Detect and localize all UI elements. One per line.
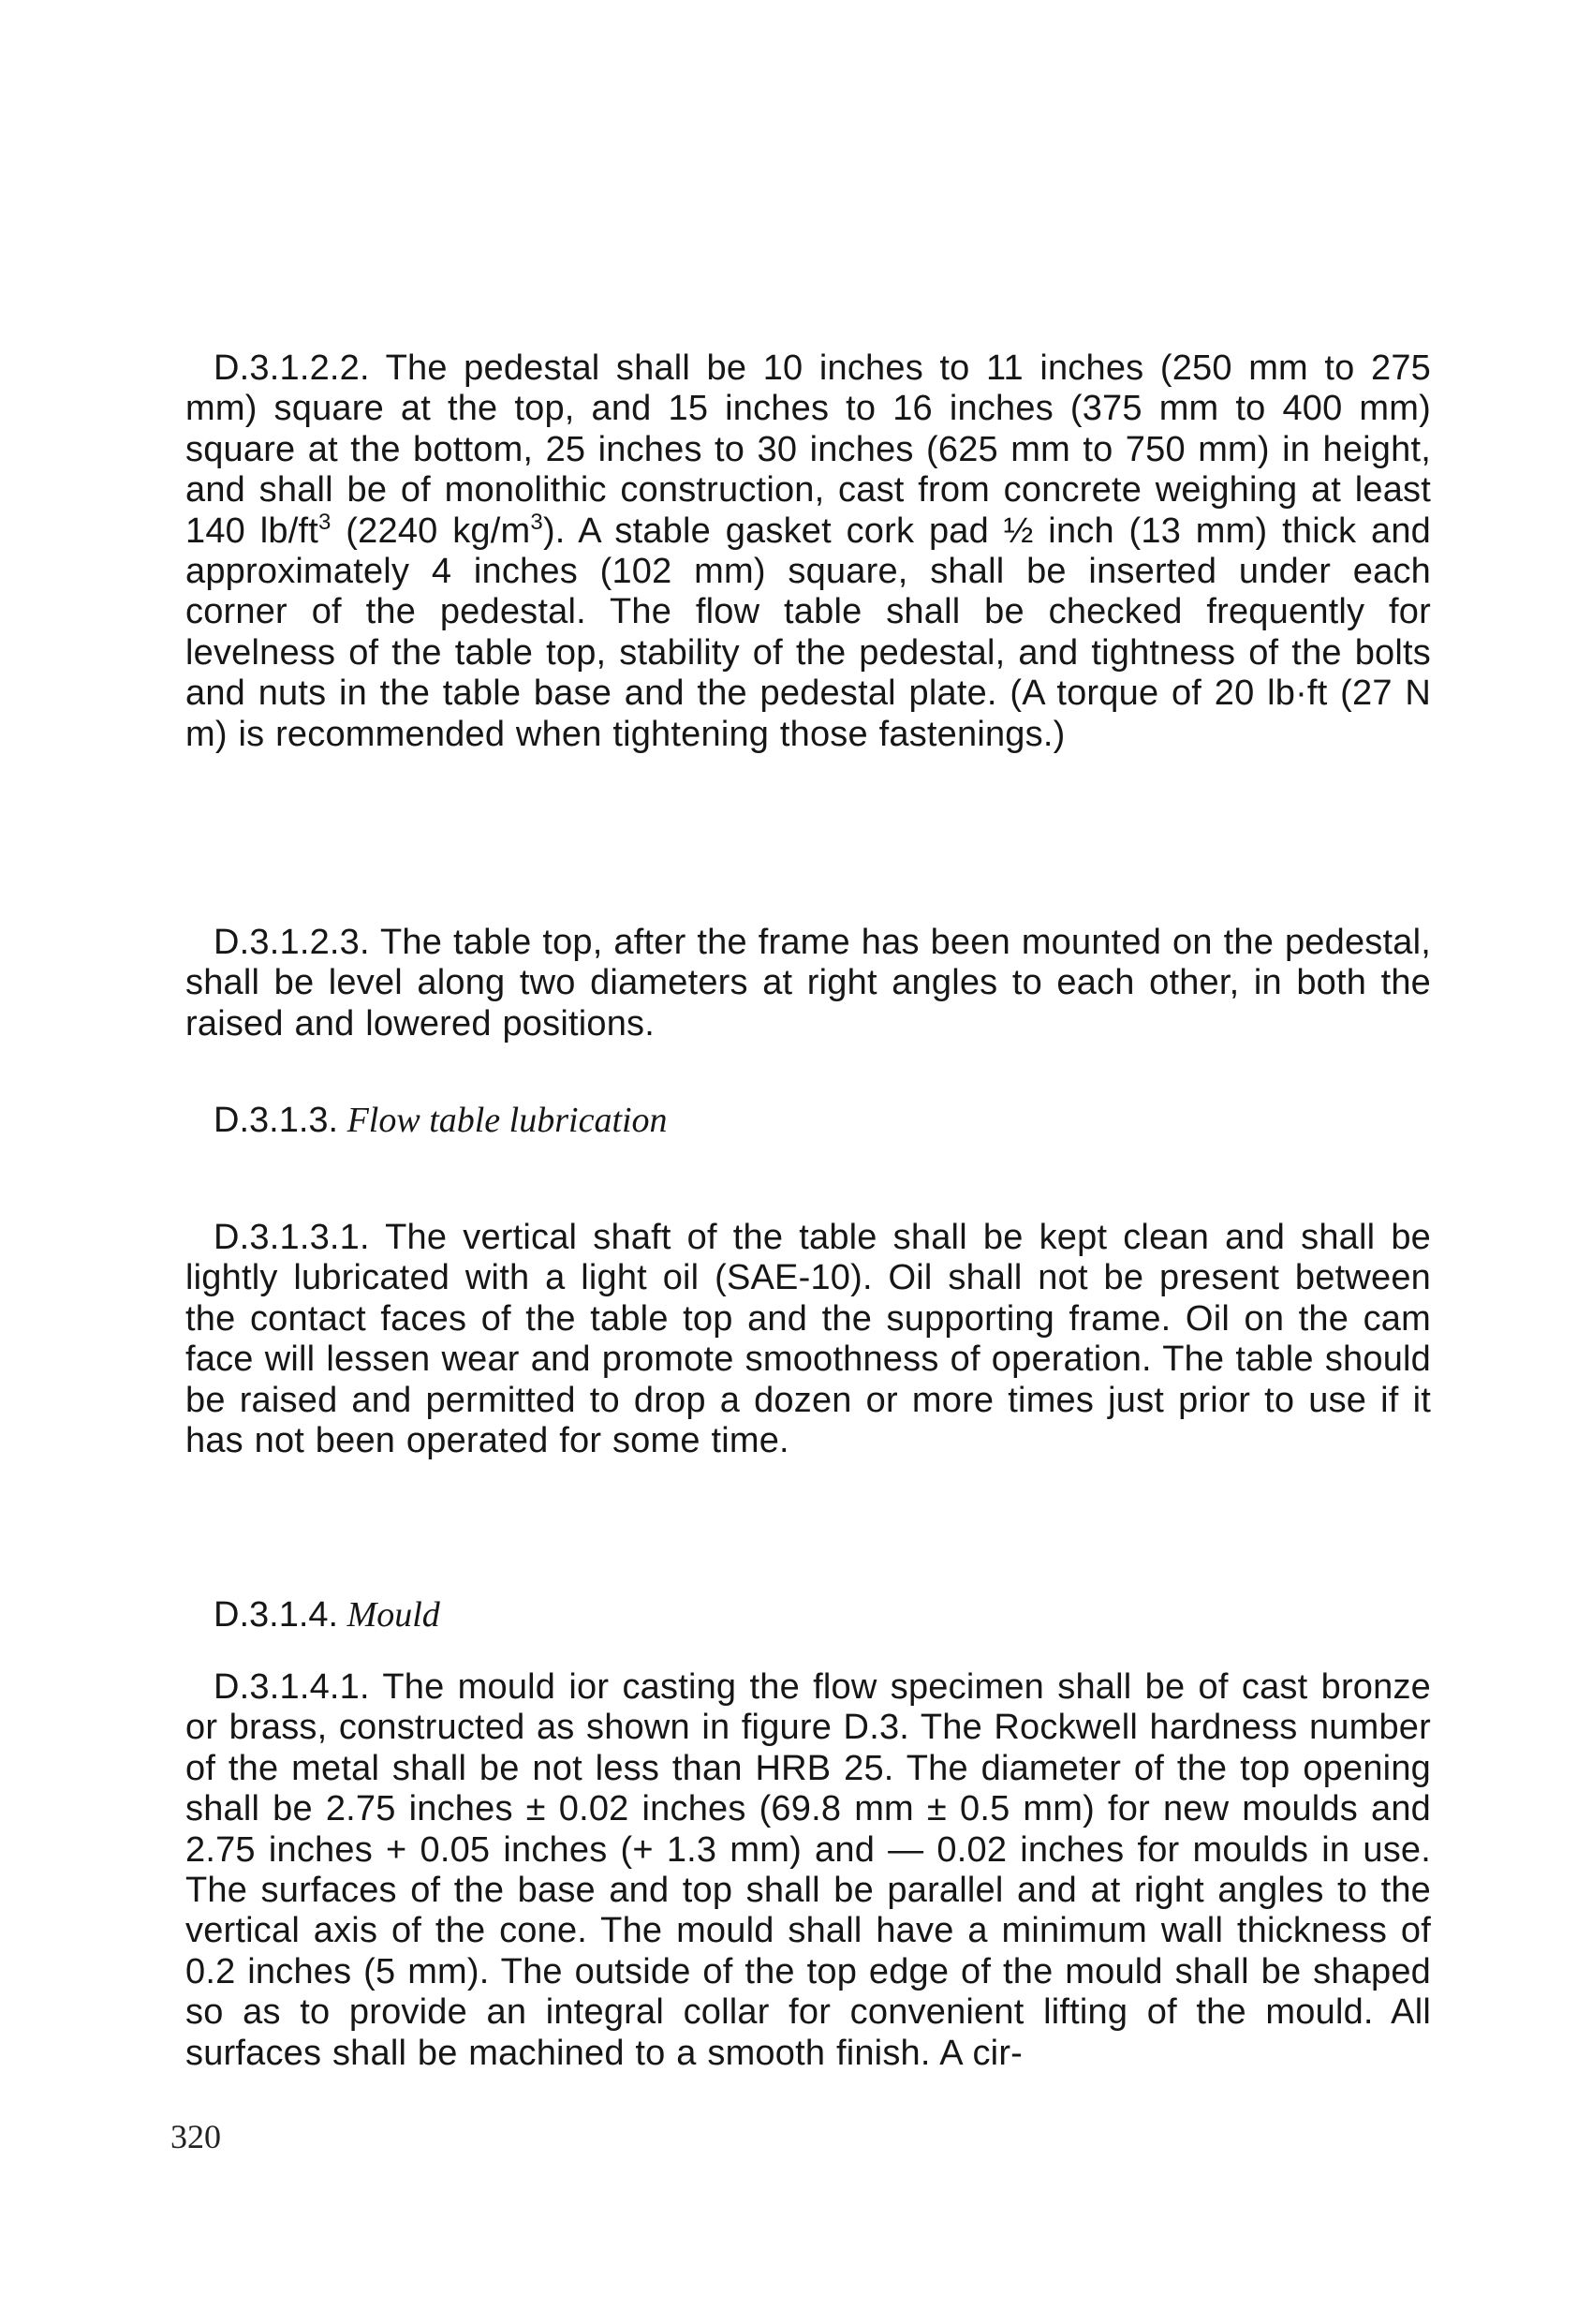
- paragraph-text-part: The vertical shaft of the table shall be kept clean and shall be lightly lubricated with a light oil (SAE-10). Oil shall not be present between the contact faces of the table top and the supporting frame. Oil on the cam face will lessen wear and promote smoothness of operation. The table should be raised and permitted to drop a dozen or more times just prior to use if it has not been operated for some time.: [185, 1218, 1432, 1461]
- heading-number: D.3.1.3.: [214, 1101, 339, 1140]
- paragraph-text-part: ). A stable gasket cork pad ½ inch (13 mm) thick and approximately 4 inches (102 mm) square, shall be inserted under each corner of the pedestal. The flow table shall be checked frequently for levelness of the table top, stability of the pedestal, and tightness of the bolts and nuts in the table base and the pedestal plate. (A torque of 20 lb·ft (27 N m) is recommended when tightening those fastenings.): [185, 511, 1431, 754]
- paragraph-d-3-1-4-1: [185, 1667, 1431, 2074]
- section-heading: [185, 1101, 1431, 1141]
- superscript: 3: [318, 509, 332, 535]
- paragraph-number: D.3.1.2.2.: [214, 348, 370, 388]
- heading-number: D.3.1.4.: [214, 1595, 339, 1635]
- page-number: 320: [170, 2118, 221, 2155]
- paragraph-text-part: The mould ior casting the flow specimen shall be of cast bronze or brass, constructed as shown in figure D.3. The Rockwell hardness number of the metal shall be not less than HRB 25. The diameter of the top opening shall be 2.75 inches ± 0.02 inches (69.8 mm ± 0.5 mm) for new moulds and 2.75 inches + 0.05 inches (+ 1.3 mm) and — 0.02 inches for moulds in use. The surfaces of the base and top shall be parallel and at right angles to the vertical axis of the cone. The mould shall have a minimum wall thickness of 0.2 inches (5 mm). The outside of the top edge of the mould shall be shaped so as to provide an integral collar for convenient lifting of the mould. All surfaces shall be machined to a smooth finish. A cir-: [185, 1667, 1431, 2073]
- paragraph-d-3-1-2-3: [185, 923, 1431, 1044]
- paragraph-number: D.3.1.4.1.: [214, 1667, 370, 1707]
- paragraph-text: [185, 923, 1431, 1044]
- paragraph-text: [185, 1218, 1431, 1461]
- heading-title: Flow table lubrication: [346, 1101, 668, 1140]
- superscript: 3: [530, 509, 543, 535]
- paragraph-text: [185, 1667, 1431, 2074]
- section-heading: [185, 1595, 1431, 1636]
- paragraph-text-part: (2240 kg/m: [331, 511, 531, 551]
- paragraph-number: D.3.1.3.1.: [214, 1218, 370, 1257]
- paragraph-text: [185, 348, 1431, 755]
- paragraph-number: D.3.1.2.3.: [214, 923, 370, 962]
- section-heading-lubrication: [185, 1101, 1431, 1141]
- heading-title: Mould: [346, 1595, 440, 1635]
- paragraph-text-part: The table top, after the frame has been mounted on the pedestal, shall be level along two diameters at right angles to each other, in both the raised and lowered positions.: [185, 923, 1431, 1044]
- paragraph-text-part: The pedestal shall be 10 inches to 11 inches (250 mm to 275 mm) square at the top, and 15 inches to 16 inches (375 mm to 400 mm) square at the bottom, 25 inches to 30 inches (625 mm to 750 mm) in height, and shall be of monolithic construction, cast from concrete weighing at least 140 lb/ft: [185, 348, 1431, 551]
- paragraph-d-3-1-2-2: [185, 348, 1431, 755]
- section-heading-mould: [185, 1595, 1431, 1636]
- paragraph-d-3-1-3-1: [185, 1218, 1431, 1461]
